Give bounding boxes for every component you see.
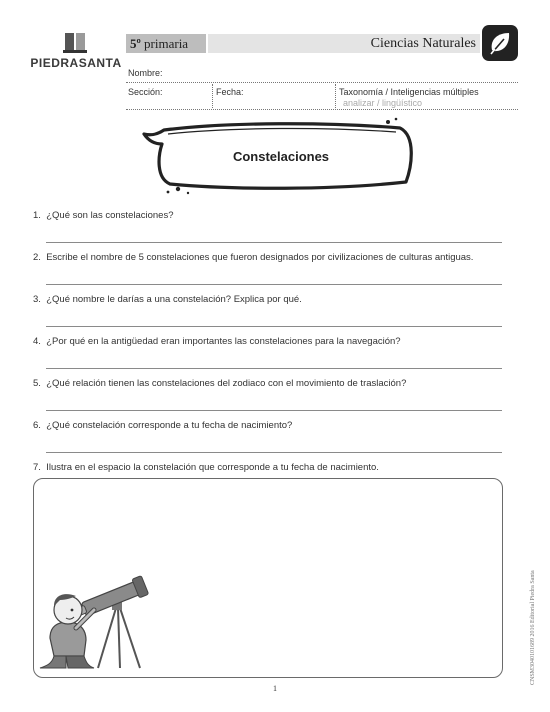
taxonomy-label: Taxonomía / Inteligencias múltiples — [339, 87, 479, 97]
answer-line-1[interactable] — [46, 242, 502, 243]
question-number: 1. — [33, 210, 41, 221]
question-2 — [33, 252, 473, 263]
section-line — [126, 109, 518, 110]
question-number: 2. — [33, 252, 41, 263]
field-divider — [212, 84, 213, 108]
answer-line-6[interactable] — [46, 452, 502, 453]
question-number: 4. — [33, 336, 41, 347]
grade-label — [130, 36, 188, 52]
grade-number: 5º — [130, 36, 141, 51]
logo-text: PIEDRASANTA — [30, 56, 122, 70]
question-text: ¿Qué nombre le darías a una constelación? Explica por qué. — [46, 294, 302, 305]
question-3 — [33, 294, 302, 305]
question-number: 7. — [33, 462, 41, 473]
subject-title: Ciencias Naturales — [370, 36, 476, 51]
grade-bar — [126, 34, 206, 53]
book-logo-icon — [63, 32, 87, 54]
field-divider — [335, 84, 336, 108]
question-number: 6. — [33, 420, 41, 431]
brand-logo — [30, 30, 122, 72]
name-line[interactable] — [126, 82, 518, 83]
answer-line-5[interactable] — [46, 410, 502, 411]
page-number: 1 — [273, 684, 277, 693]
date-label: Fecha: — [216, 87, 244, 97]
name-label: Nombre: — [128, 68, 163, 78]
question-text: Ilustra en el espacio la constelación que corresponde a tu fecha de nacimiento. — [46, 462, 379, 473]
question-6 — [33, 420, 292, 431]
child-telescope-illustration — [36, 556, 166, 674]
question-number: 3. — [33, 294, 41, 305]
question-7 — [33, 462, 379, 473]
answer-line-4[interactable] — [46, 368, 502, 369]
answer-line-3[interactable] — [46, 326, 502, 327]
question-text: ¿Qué son las constelaciones? — [46, 210, 174, 221]
leaf-icon — [482, 25, 518, 61]
worksheet-title: Constelaciones — [232, 149, 330, 164]
subject-bar — [208, 34, 480, 53]
taxonomy-value: analizar / lingüístico — [343, 98, 423, 108]
side-code: CNSM3040101689 2016 Editorial Piedra Santa — [530, 570, 536, 685]
question-text: Escribe el nombre de 5 constelaciones que fueron designados por civilizaciones de culturas antiguas. — [46, 252, 474, 263]
question-text: ¿Por qué en la antigüedad eran importantes las constelaciones para la navegación? — [46, 336, 401, 347]
question-4 — [33, 336, 401, 347]
question-1 — [33, 210, 174, 221]
question-text: ¿Qué constelación corresponde a tu fecha de nacimiento? — [46, 420, 293, 431]
section-label: Sección: — [128, 87, 163, 97]
grade-word: primaria — [144, 36, 189, 51]
question-number: 5. — [33, 378, 41, 389]
question-text: ¿Qué relación tienen las constelaciones del zodiaco con el movimiento de traslación? — [46, 378, 407, 389]
answer-line-2[interactable] — [46, 284, 502, 285]
question-5 — [33, 378, 406, 389]
